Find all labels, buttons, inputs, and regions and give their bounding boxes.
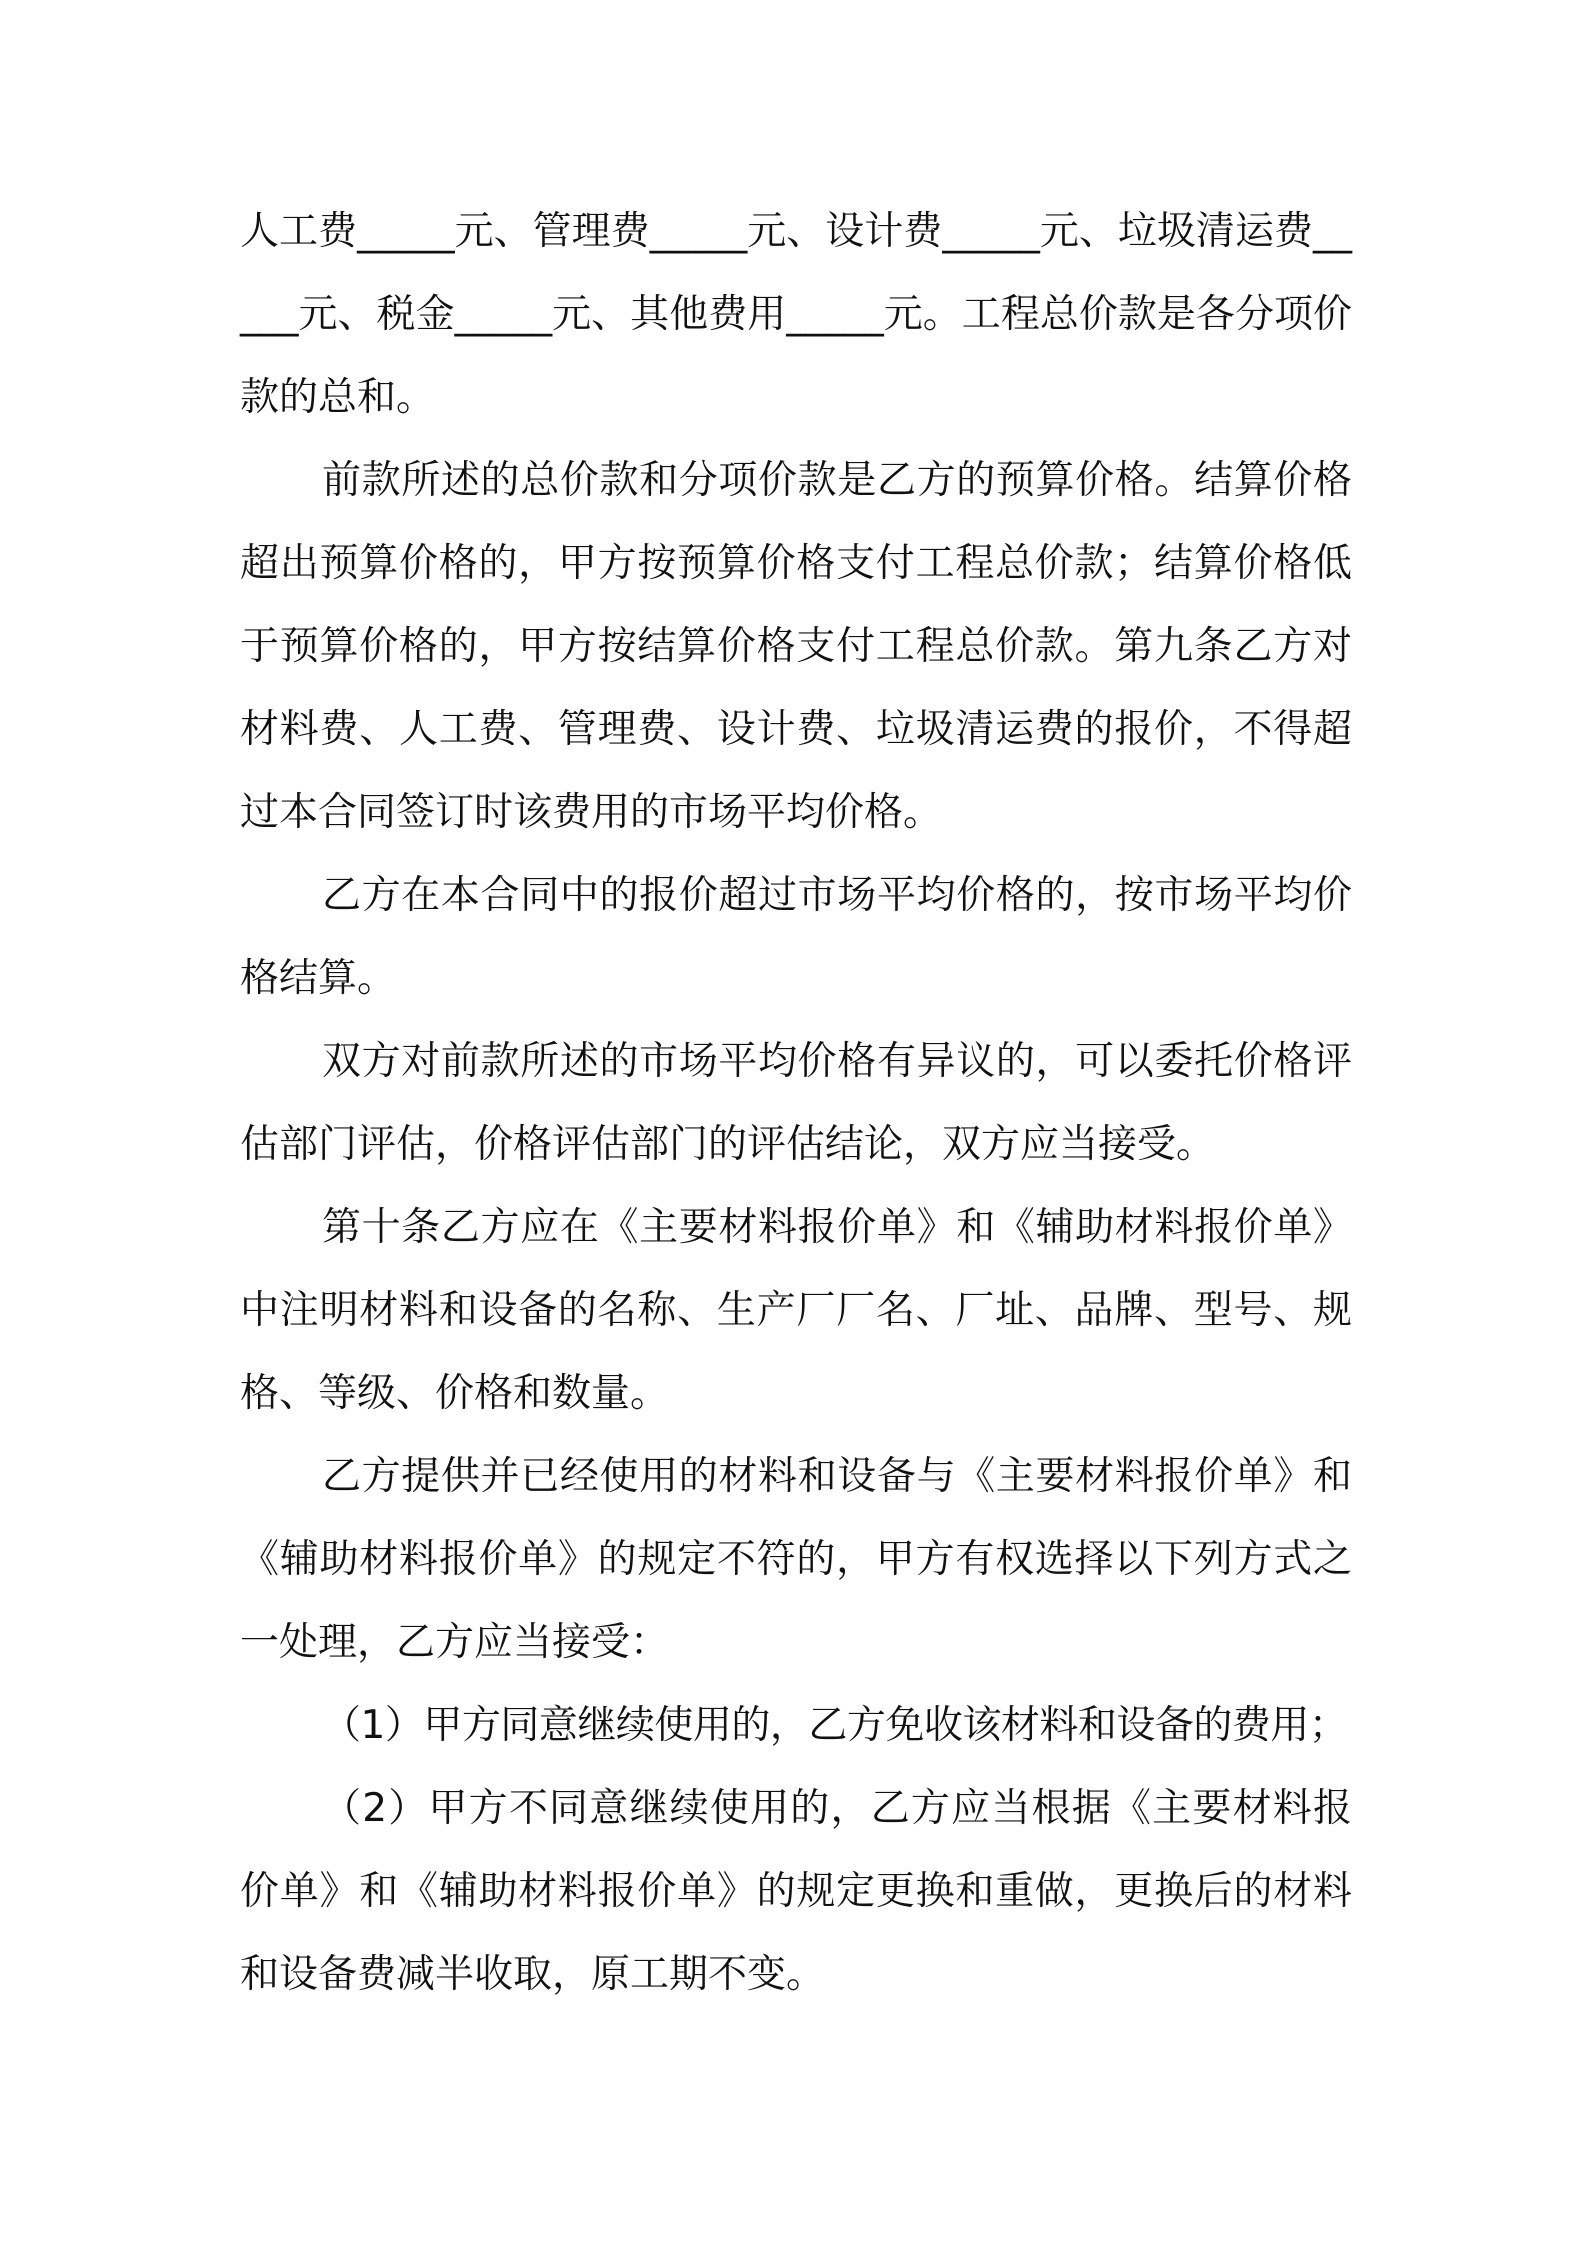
paragraph-article-ten: 第十条乙方应在《主要材料报价单》和《辅助材料报价单》中注明材料和设备的名称、生产厂厂名、厂址、品牌、型号、规格、等级、价格和数量。 (240, 1205, 1352, 1416)
paragraph-market-average-settlement: 乙方在本合同中的报价超过市场平均价格的，按市场平均价格结算。 (240, 873, 1352, 1001)
paragraph-budget-price: 前款所述的总价款和分项价款是乙方的预算价格。结算价格超出预算价格的，甲方按预算价格支付工程总价款；结算价格低于预算价格的，甲方按结算价格支付工程总价款。第九条乙方对材料费、人工费、管理费、设计费、垃圾清运费的报价，不得超过本合同签订时该费用的市场平均价格。 (240, 458, 1352, 835)
list-item-option-1: （1）甲方同意继续使用的，乙方免收该材料和设备的费用； (322, 1703, 1348, 1748)
list-item-option-2: （2）甲方不同意继续使用的，乙方应当根据《主要材料报价单》和《辅助材料报价单》的规定更换和重做，更换后的材料和设备费减半收取，原工期不变。 (240, 1786, 1352, 1997)
paragraph-nonconforming-materials: 乙方提供并已经使用的材料和设备与《主要材料报价单》和《辅助材料报价单》的规定不符的，甲方有权选择以下列方式之一处理，乙方应当接受： (240, 1454, 1352, 1665)
paragraph-fee-breakdown: 人工费_____元、管理费_____元、设计费_____元、垃圾清运费_____元、税金_____元、其他费用_____元。工程总价款是各分项价款的总和。 (240, 209, 1352, 420)
document-body (240, 190, 1352, 2016)
paragraph-price-dispute: 双方对前款所述的市场平均价格有异议的，可以委托价格评估部门评估，价格评估部门的评估结论，双方应当接受。 (240, 1039, 1352, 1167)
